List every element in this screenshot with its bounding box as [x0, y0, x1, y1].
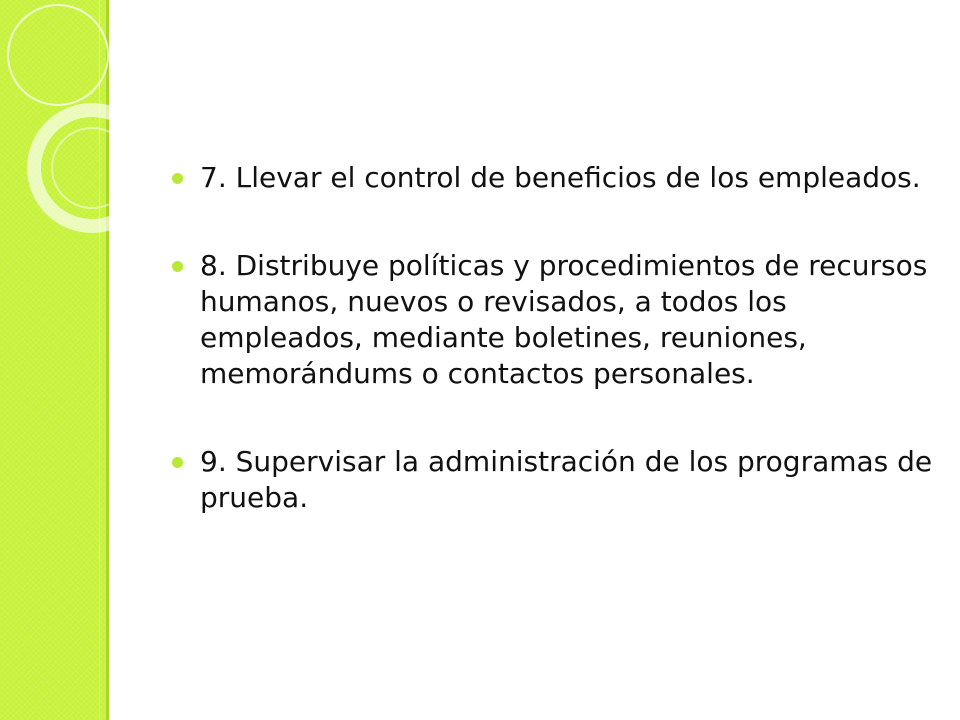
- bullet-dot: [172, 261, 183, 272]
- decorative-circles: [0, 0, 130, 260]
- bullet-text: 8. Distribuye políticas y procedimientos de recursos humanos, nuevos o revisados, a todos los empleados, mediante boletines, reuniones, memorándums o contactos personales.: [200, 249, 928, 390]
- bullet-item: [168, 160, 938, 196]
- bullet-item: [168, 444, 938, 516]
- deco-ring-thick: [34, 110, 130, 226]
- deco-ring-inner: [52, 128, 130, 208]
- bullet-item: [168, 248, 938, 392]
- bullet-text: 9. Supervisar la administración de los programas de prueba.: [200, 445, 933, 514]
- bullet-list: [168, 160, 938, 568]
- bullet-dot: [172, 173, 183, 184]
- bullet-text: 7. Llevar el control de beneficios de los empleados.: [200, 161, 921, 194]
- deco-ring-large: [8, 5, 108, 105]
- bullet-dot: [172, 457, 183, 468]
